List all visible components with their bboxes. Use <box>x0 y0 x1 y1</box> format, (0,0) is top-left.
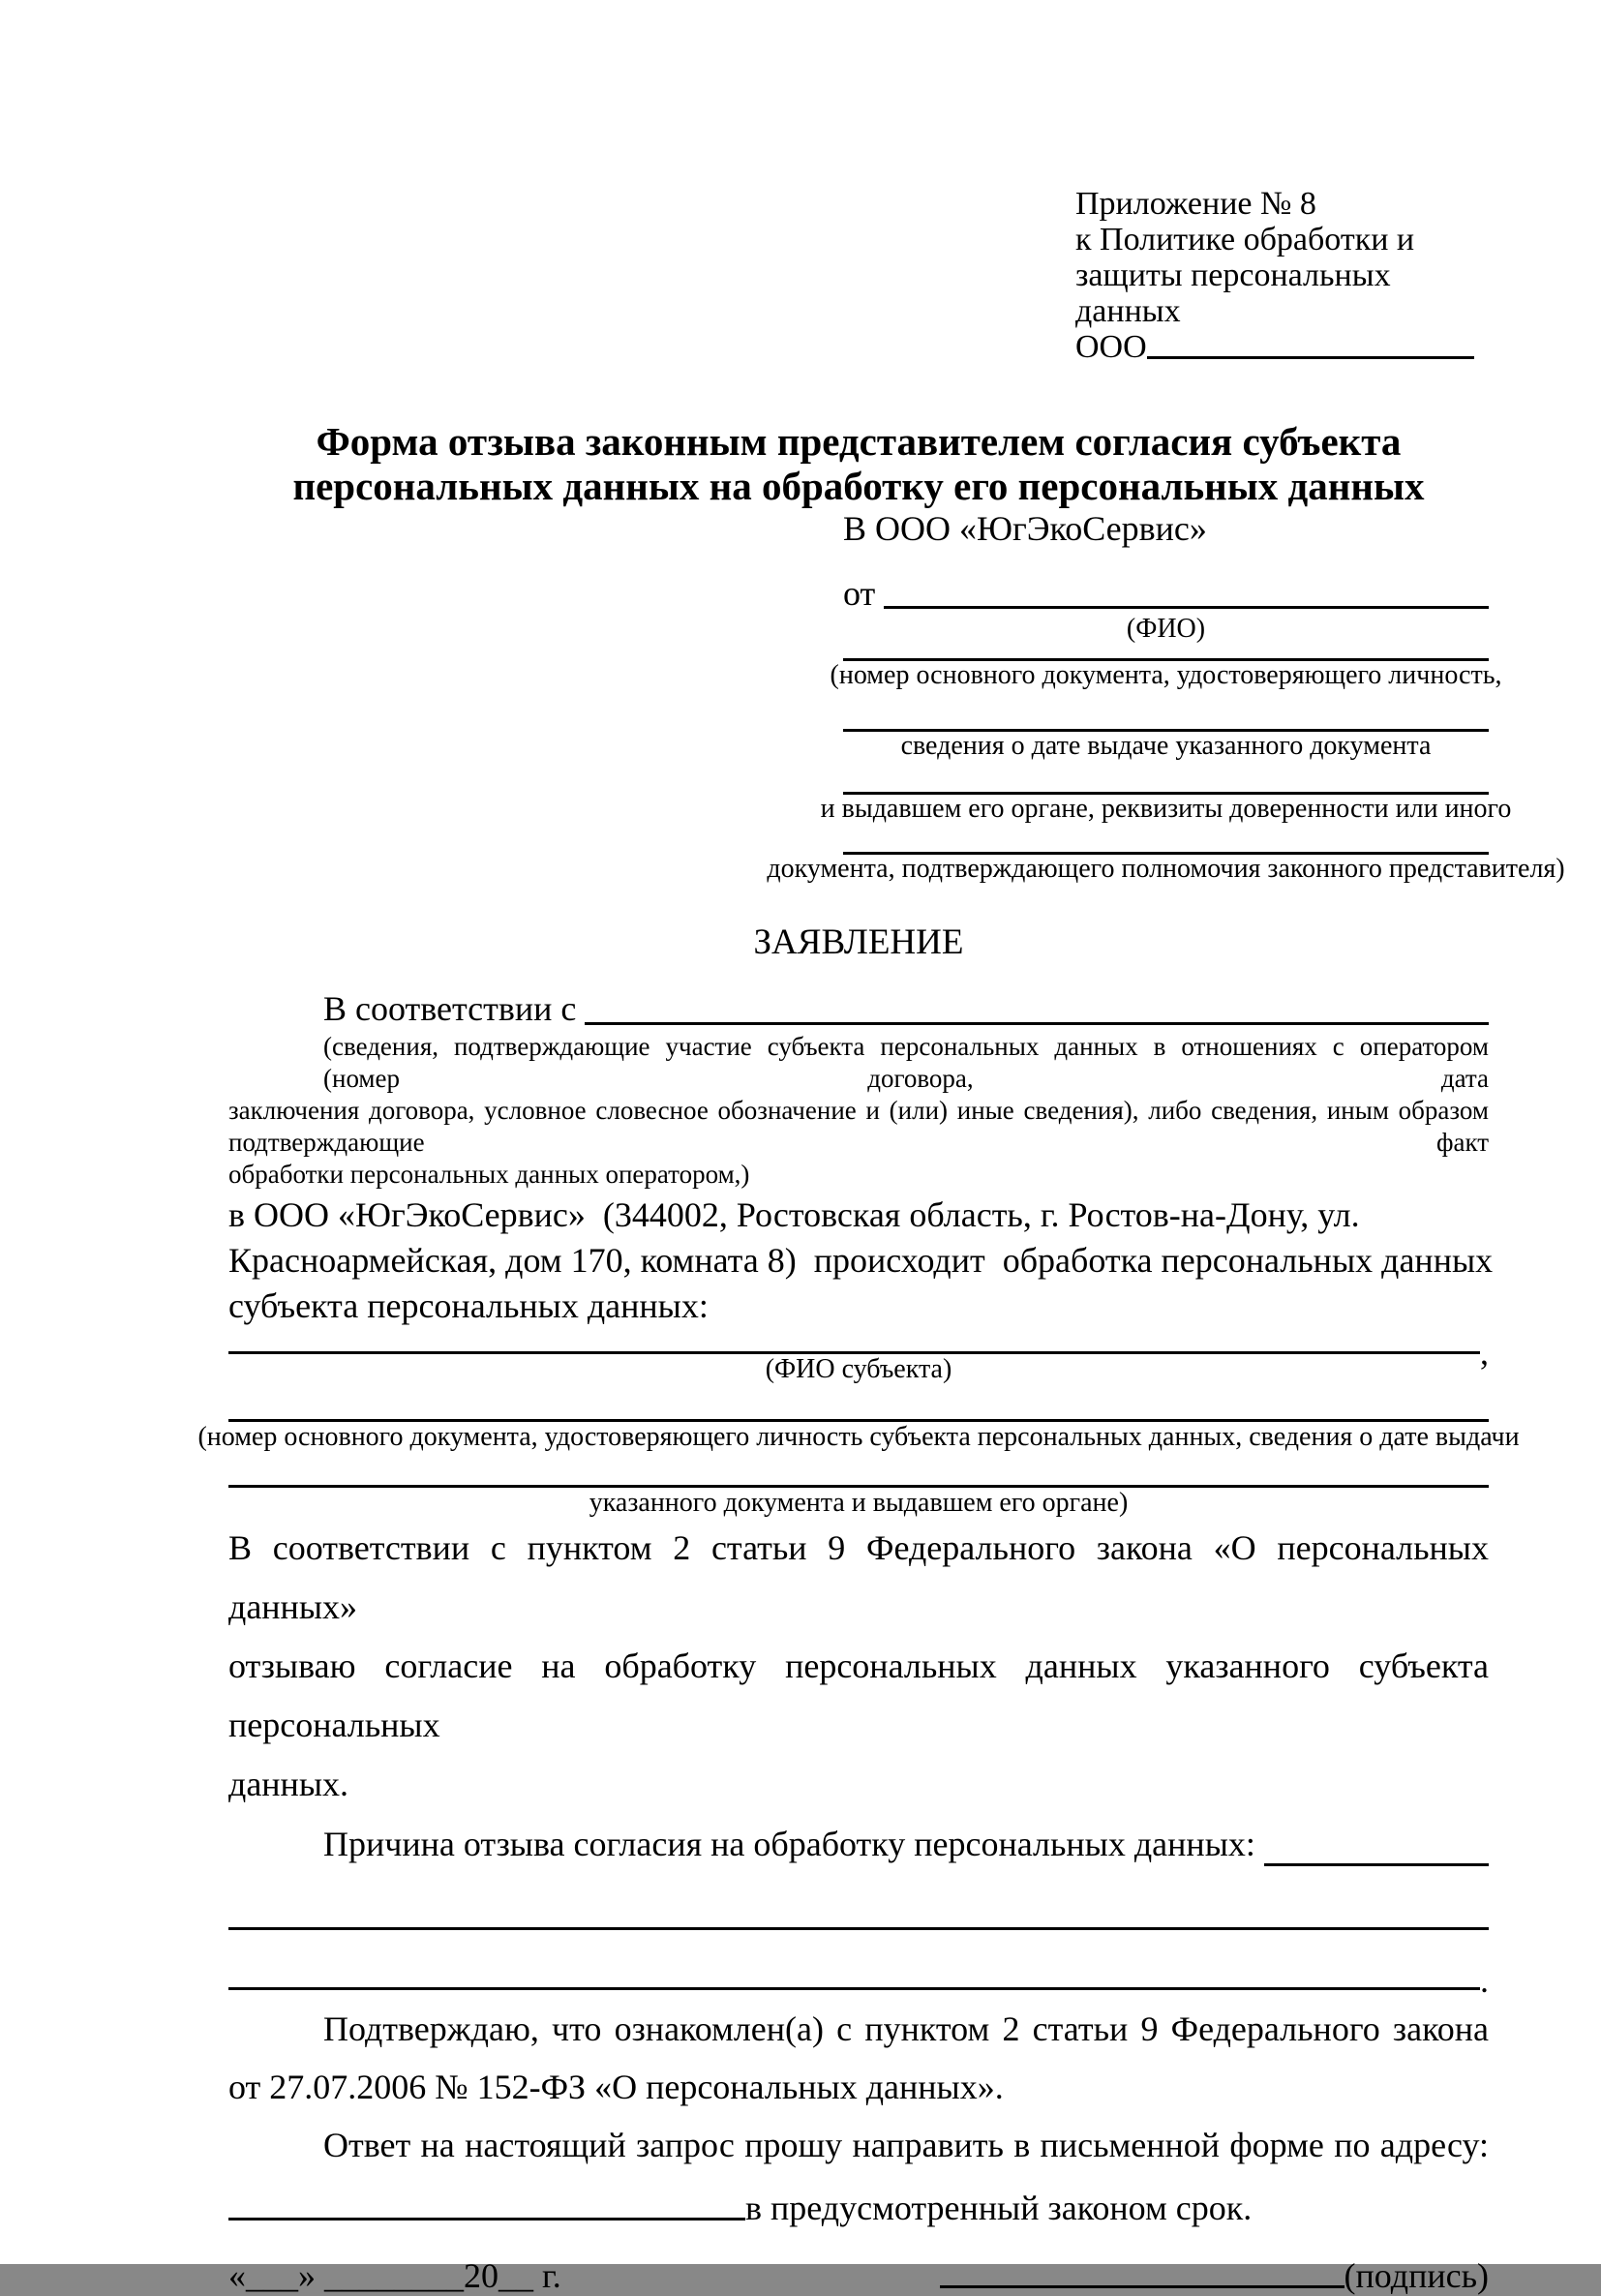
representative-doc-caption-1: (номер основного документа, удостоверяющего личность, <box>830 660 1502 690</box>
appendix-line-3: защиты персональных данных <box>1075 257 1391 329</box>
reply-suffix: в предусмотренный законом срок. <box>745 2189 1253 2227</box>
fio-caption: (ФИО) <box>1126 614 1206 644</box>
appendix-ooo-label: ООО <box>1075 329 1147 365</box>
reason-blank-line-2[interactable] <box>228 1930 1480 1990</box>
representative-doc-blank-field-1[interactable] <box>843 644 1489 661</box>
representative-doc-caption-3: и выдавшем его органе, реквизиты доверенности или иного <box>820 794 1512 824</box>
reply-address-blank-field[interactable] <box>228 2182 745 2220</box>
operator-paragraph-line-3: субъекта персональных данных: <box>228 1286 709 1325</box>
withdraw-paragraph <box>228 1519 1489 1814</box>
operator-paragraph <box>228 1193 1494 1329</box>
appendix-ooo-blank-field[interactable] <box>1147 329 1474 359</box>
reason-blank-field[interactable] <box>1264 1816 1489 1866</box>
subject-doc-blank-field-1[interactable] <box>228 1385 1489 1422</box>
accordance-caption-line-1: (сведения, подтверждающие участие субъекта персональных данных в отношениях с оператором (номер договора, дата <box>323 1032 1489 1093</box>
representative-doc-blank-field-3[interactable] <box>843 761 1489 795</box>
reason-label: Причина отзыва согласия на обработку персональных данных: <box>323 1825 1264 1863</box>
signature-blank-field[interactable] <box>940 2250 1344 2288</box>
signature-group <box>940 2250 1489 2296</box>
reply-row <box>228 2174 1489 2228</box>
reason-blank-line-1[interactable] <box>228 1872 1489 1930</box>
appendix-ooo-row <box>1075 329 1474 365</box>
date-line: «___» ________20__ г. <box>228 2256 561 2295</box>
representative-doc-blank-field-4[interactable] <box>843 824 1489 855</box>
addressee-block <box>767 508 1565 884</box>
reason-period: . <box>1480 1961 1489 2000</box>
accordance-caption-line-3: обработки персональных данных оператором,) <box>228 1160 750 1189</box>
accordance-caption <box>228 1031 1489 1191</box>
appendix-line-1: Приложение № 8 <box>1075 186 1316 222</box>
withdraw-paragraph-line-3: данных. <box>228 1765 349 1803</box>
signature-caption: (подпись) <box>1344 2256 1489 2295</box>
representative-doc-caption-4: документа, подтверждающего полномочия законного представителя) <box>767 854 1565 884</box>
from-fio-blank-field[interactable] <box>884 572 1489 609</box>
accordance-row <box>228 986 1489 1031</box>
withdraw-paragraph-line-1: В соответствии с пунктом 2 статьи 9 Федерального закона «О персональных данных» <box>228 1528 1489 1626</box>
accordance-blank-field[interactable] <box>585 986 1489 1025</box>
subject-fio-comma: , <box>1480 1333 1489 1372</box>
appendix-line-2: к Политике обработки и <box>1075 222 1415 257</box>
subject-fio-blank-field[interactable] <box>228 1329 1480 1354</box>
statement-heading: ЗАЯВЛЕНИЕ <box>753 922 964 962</box>
accordance-caption-line-2: заключения договора, условное словесное обозначение и (или) иные сведения), либо сведения, иным образом подтверждающие факт <box>228 1096 1489 1157</box>
representative-doc-caption-2: сведения о дате выдаче указанного документа <box>900 731 1432 761</box>
from-label: от <box>843 574 885 613</box>
confirm-paragraph-line-2: от 27.07.2006 № 152-ФЗ «О персональных данных». <box>228 2068 1004 2106</box>
appendix-block <box>1075 186 1474 365</box>
subject-doc-blank-field-2[interactable] <box>228 1453 1489 1488</box>
confirm-paragraph <box>228 2000 1489 2116</box>
subject-doc-caption-2: указанного документа и выдавшем его органе) <box>589 1488 1129 1518</box>
form-title: Форма отзыва законным представителем согласия субъекта персональных данных на обработку его персональных данных <box>292 419 1425 508</box>
subject-doc-caption-1: (номер основного документа, удостоверяющего личность субъекта персональных данных, сведения о дате выдачи <box>197 1422 1520 1452</box>
reason-blank-line-2-row <box>228 1930 1489 2000</box>
document-content <box>197 186 1565 2296</box>
operator-paragraph-line-1: в ООО «ЮгЭкоСервис» (344002, Ростовская область, г. Ростов-на-Дону, ул. <box>228 1195 1360 1234</box>
representative-doc-blank-field-2[interactable] <box>843 690 1489 732</box>
subject-fio-caption: (ФИО субъекта) <box>765 1354 952 1384</box>
reason-row <box>228 1816 1489 1872</box>
confirm-paragraph-line-1: Подтверждаю, что ознакомлен(а) с пунктом 2 статьи 9 Федерального закона <box>323 2009 1489 2048</box>
footer-row <box>228 2251 1489 2296</box>
accordance-label: В соответствии с <box>323 989 586 1028</box>
withdraw-paragraph-line-2: отзываю согласие на обработку персональных данных указанного субъекта персональных <box>228 1646 1489 1744</box>
operator-paragraph-line-2: Красноармейская, дом 170, комната 8) происходит обработка персональных данных <box>228 1241 1494 1280</box>
addressee-company: В ООО «ЮгЭкоСервис» <box>843 509 1207 548</box>
reply-paragraph-line-1: Ответ на настоящий запрос прошу направить в письменной форме по адресу: <box>323 2126 1489 2164</box>
from-row <box>843 572 1489 615</box>
